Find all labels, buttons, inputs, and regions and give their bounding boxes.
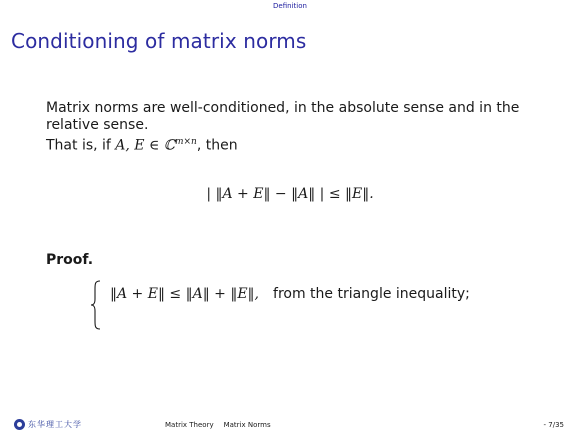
footer-center: [165, 421, 271, 429]
proof-case-1-math: ‖A + E‖ ≤ ‖A‖ + ‖E‖,: [110, 286, 260, 302]
proof-case-1: [110, 286, 470, 302]
proof-label: Proof.: [46, 252, 94, 268]
footer-logo-text: 东华理工大学: [28, 420, 82, 429]
intro-line-3: [46, 134, 546, 155]
intro-line-3-superscript: m×n: [174, 137, 197, 147]
intro-line-2: relative sense.: [46, 117, 149, 133]
university-seal-icon: [14, 419, 25, 430]
intro-paragraph: [46, 100, 546, 155]
footer-logo[interactable]: [14, 419, 82, 430]
footer-topic-link[interactable]: Matrix Norms: [223, 421, 271, 429]
nav-section-label[interactable]: Definition: [273, 2, 307, 10]
footer-course-link[interactable]: Matrix Theory: [165, 421, 214, 429]
frame-title: Conditioning of matrix norms: [11, 29, 307, 53]
footer-bar: [0, 419, 580, 433]
proof-case-1-reason: from the triangle inequality;: [273, 286, 470, 302]
intro-line-3-prefix: That is, if: [46, 137, 116, 154]
left-brace-icon: [88, 280, 104, 330]
intro-line-3-math: A, E ∈ ℂ: [115, 137, 175, 154]
proof-cases: [88, 280, 548, 330]
display-equation: | ‖A + E‖ − ‖A‖ | ≤ ‖E‖.: [206, 186, 374, 202]
intro-line-3-suffix: , then: [196, 137, 238, 154]
footer-page-number: - 7/35: [543, 421, 564, 429]
intro-line-1: Matrix norms are well-conditioned, in the absolute sense and in the: [46, 100, 520, 116]
